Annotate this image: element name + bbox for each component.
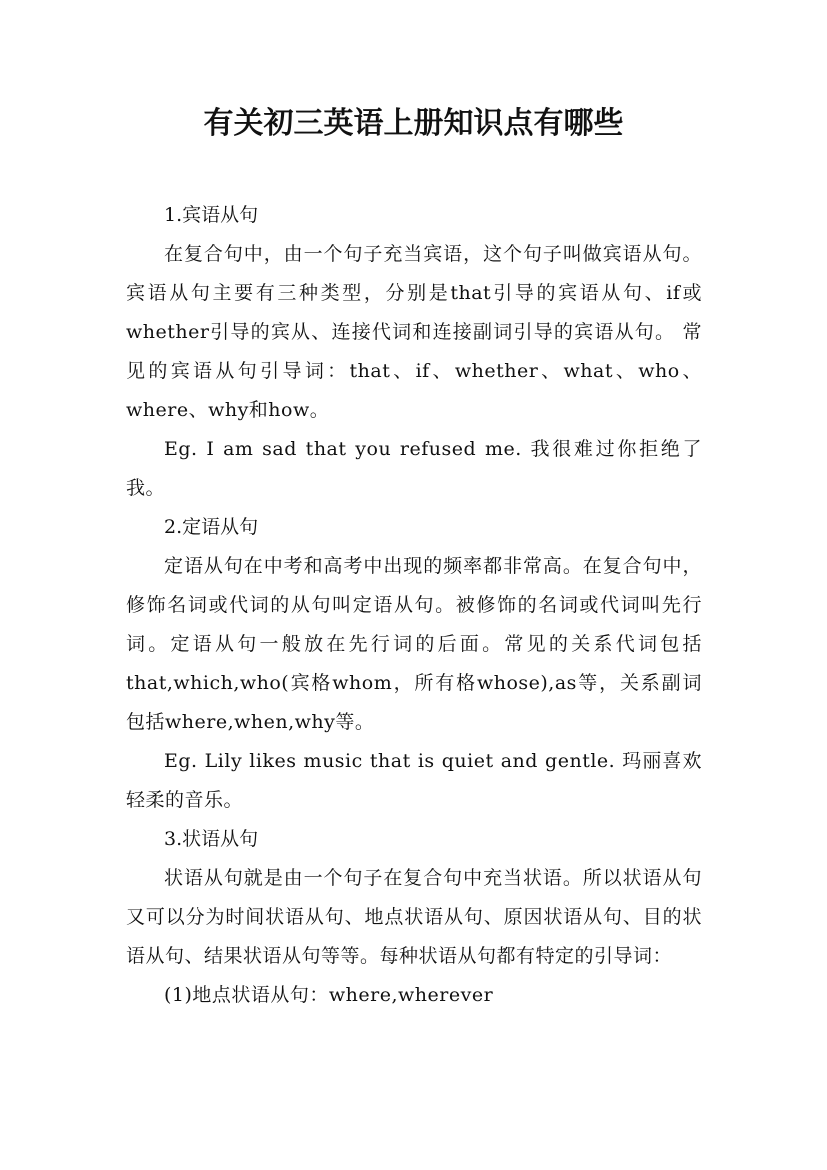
paragraph-attributive-clause-definition: 定语从句在中考和高考中出现的频率都非常高。在复合句中，修饰名词或代词的从句叫定语从句。被修饰的名词或代词叫先行词。定语从句一般放在先行词的后面。常见的关系代词包括that,which,who(宾格whom，所有格whose),as等，关系副词包括where,when,why等。 — [126, 555, 702, 733]
paragraph-attributive-clause-example: Eg. Lily likes music that is quiet and gentle. 玛丽喜欢轻柔的音乐。 — [126, 750, 702, 811]
paragraph-adverbial-clause-definition: 状语从句就是由一个句子在复合句中充当状语。所以状语从句又可以分为时间状语从句、地点状语从句、原因状语从句、目的状语从句、结果状语从句等等。每种状语从句都有特定的引导词： — [126, 867, 702, 967]
document-body — [126, 196, 702, 1015]
section-heading-attributive-clause: 2.定语从句 — [164, 516, 259, 538]
section-heading-object-clause: 1.宾语从句 — [164, 204, 259, 226]
paragraph-place-adverbial-clause: (1)地点状语从句：where,wherever — [164, 984, 494, 1006]
paragraph-object-clause-example: Eg. I am sad that you refused me. 我很难过你拒绝了我。 — [126, 438, 702, 499]
paragraph-object-clause-definition: 在复合句中，由一个句子充当宾语，这个句子叫做宾语从句。宾语从句主要有三种类型，分别是that引导的宾语从句、if或whether引导的宾从、连接代词和连接副词引导的宾语从句。 常见的宾语从句引导词：that、if、whether、what、who、where、why和how。 — [126, 243, 702, 421]
section-heading-adverbial-clause: 3.状语从句 — [164, 828, 259, 850]
document-title: 有关初三英语上册知识点有哪些 — [203, 106, 624, 141]
